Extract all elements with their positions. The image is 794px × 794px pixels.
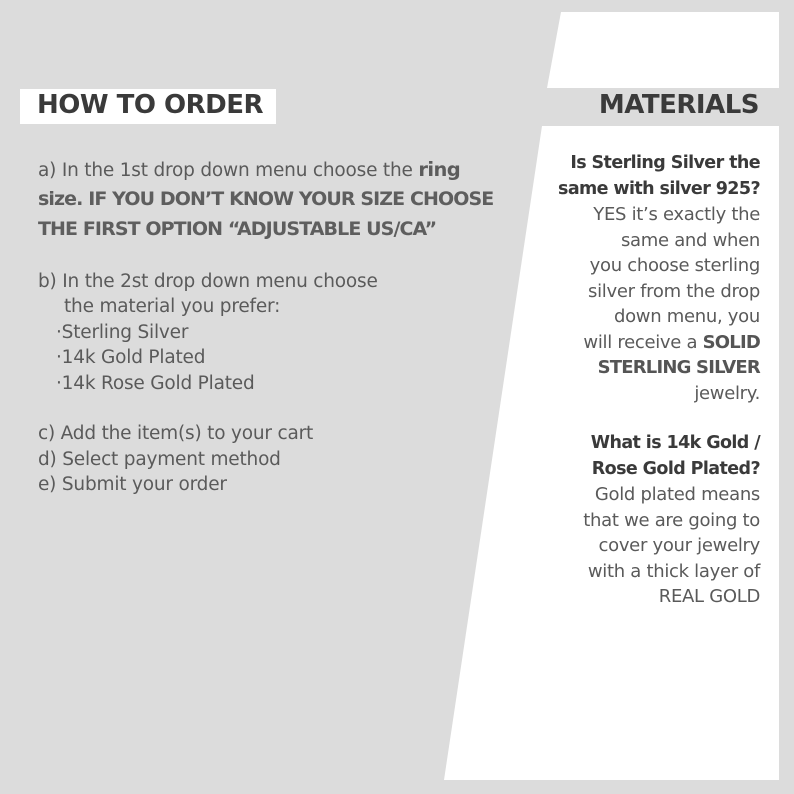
answer-2-line: with a thick layer of (587, 560, 760, 582)
question-2: Rose Gold Plated? (591, 458, 760, 479)
answer-2-line: Gold plated means (594, 484, 760, 505)
answer-1-line: you choose sterling (589, 255, 760, 276)
step-a-line-1: a) In the 1st drop down menu choose the ring (38, 158, 461, 181)
answer-1-line: will receive a SOLID (583, 331, 760, 353)
step-a-line-3: THE FIRST OPTION “ADJUSTABLE US/CA” (38, 217, 437, 240)
answer-2-line: that we are going to (583, 509, 760, 531)
answer-1-line: jewelry. (694, 382, 760, 404)
question-2: What is 14k Gold / (590, 433, 760, 453)
answer-1-line: STERLING SILVER (597, 357, 760, 378)
answer-2-line: cover your jewelry (598, 535, 760, 556)
step-a-line-2: size. IF YOU DON’T KNOW YOUR SIZE CHOOSE (38, 187, 494, 210)
step-e: e) Submit your order (38, 474, 227, 495)
answer-1-line: YES it’s exactly the (593, 204, 760, 225)
step-d: d) Select payment method (38, 448, 281, 470)
how-to-order-title: HOW TO ORDER (37, 90, 263, 120)
materials-header-panel (547, 12, 779, 88)
answer-1-line: silver from the drop (588, 280, 760, 302)
material-option: ·14k Rose Gold Plated (56, 372, 255, 394)
answer-2-line: REAL GOLD (658, 586, 760, 607)
question-1: Is Sterling Silver the (570, 153, 760, 173)
question-1: same with silver 925? (558, 178, 760, 199)
answer-1-line: down menu, you (613, 306, 760, 327)
material-option: ·14k Gold Plated (56, 347, 206, 368)
materials-info (520, 151, 760, 610)
step-c: c) Add the item(s) to your cart (38, 423, 314, 444)
step-b-line-1: b) In the 2st drop down menu choose (38, 270, 378, 292)
answer-1-line: same and when (620, 229, 760, 251)
material-option: ·Sterling Silver (56, 321, 189, 343)
order-instructions (38, 157, 498, 498)
step-b-line-2: the material you prefer: (64, 296, 281, 317)
ring-emphasis: ring (418, 158, 461, 181)
materials-title: MATERIALS (598, 90, 759, 120)
